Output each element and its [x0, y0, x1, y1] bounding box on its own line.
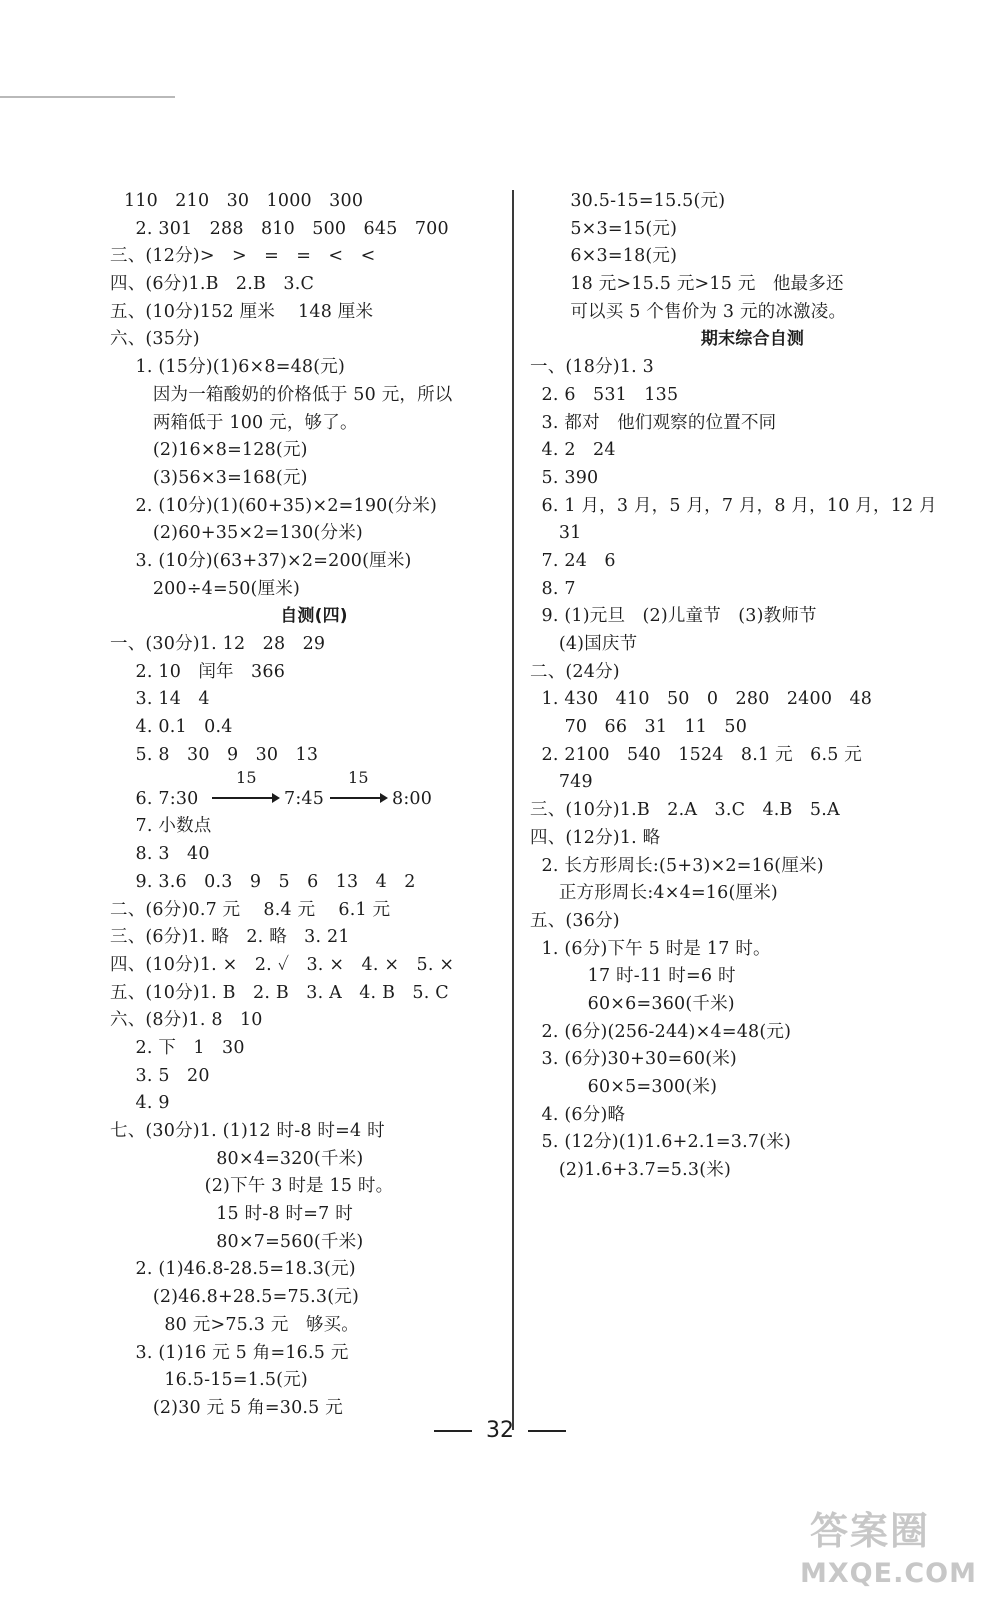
answer-line: 二、(24分) [530, 661, 620, 682]
answer-line: 80×7=560(千米) [124, 1231, 364, 1252]
answer-line: (2)1.6+3.7=5.3(米) [530, 1160, 731, 1181]
answer-line: 3. 5 20 [124, 1065, 210, 1086]
answer-line: 1. (6分)下午 5 时是 17 时。 [530, 938, 771, 959]
answer-line: 18 元>15.5 元>15 元 他最多还 [530, 274, 844, 295]
answer-line: 4. (6分)略 [530, 1104, 626, 1125]
answer-line: 2. (10分)(1)(60+35)×2=190(分米) [124, 495, 437, 516]
answer-line: 4. 2 24 [530, 440, 616, 461]
answer-line: 2. (1)46.8-28.5=18.3(元) [124, 1259, 356, 1280]
answer-line: 两箱低于 100 元，够了。 [124, 412, 358, 433]
answer-line: 80×4=320(千米) [124, 1148, 364, 1169]
answer-line: 一、(18分)1. 3 [530, 357, 655, 378]
answer-line: 8. 7 [530, 578, 576, 599]
answer-line: 9. 3.6 0.3 9 5 6 13 4 2 [124, 871, 416, 892]
section-heading: 期末综合自测 [700, 329, 805, 350]
watermark-top-text: 答案圈 [810, 1509, 931, 1553]
arrow-icon [212, 797, 278, 799]
answer-line: 2. 6 531 135 [530, 384, 679, 405]
column-divider [512, 190, 514, 1430]
answer-line: 749 [530, 772, 593, 793]
answer-line: (2)30 元 5 角=30.5 元 [124, 1397, 343, 1418]
answer-line: 5. 8 30 9 30 13 [124, 744, 319, 765]
left-column [110, 188, 504, 1423]
answer-line: 2. 301 288 810 500 645 700 [124, 218, 449, 239]
answer-line: 五、(36分) [530, 910, 620, 931]
answer-line: 1. (15分)(1)6×8=48(元) [124, 357, 346, 378]
answer-line: 2. (6分)(256-244)×4=48(元) [530, 1021, 792, 1042]
right-column [530, 188, 975, 1185]
answer-line: (2)16×8=128(元) [124, 440, 308, 461]
arrow-icon [330, 797, 386, 799]
top-rule [0, 96, 175, 98]
arrow-label: 15 [348, 768, 369, 788]
answer-line: 6. 1 月，3 月，5 月，7 月，8 月，10 月，12 月 [530, 495, 937, 516]
answer-line: 可以买 5 个售价为 3 元的冰激凌。 [530, 301, 847, 322]
answer-line: 16.5-15=1.5(元) [124, 1370, 308, 1391]
answer-line: 三、(12分)> > = = < < [110, 246, 376, 267]
answer-line: (3)56×3=168(元) [124, 467, 308, 488]
answer-line: 5×3=15(元) [530, 218, 678, 239]
answer-line: (4)国庆节 [530, 634, 638, 654]
answer-line: 3. (1)16 元 5 角=16.5 元 [124, 1342, 349, 1363]
answer-line: 2. 10 闰年 366 [124, 661, 286, 682]
answer-line: 7. 小数点 [124, 816, 212, 837]
watermark-bottom-text: MXQE.COM [800, 1558, 977, 1589]
answer-line: 一、(30分)1. 12 28 29 [110, 634, 326, 654]
answer-line: 正方形周长:4×4=16(厘米) [530, 883, 778, 904]
answer-line: 7. 24 6 [530, 550, 616, 571]
answer-line: 2. 下 1 30 [124, 1037, 245, 1058]
answer-line: 5. (12分)(1)1.6+2.1=3.7(米) [530, 1132, 791, 1153]
answer-line: 4. 0.1 0.4 [124, 717, 233, 738]
answer-line: (2)下午 3 时是 15 时。 [124, 1176, 394, 1197]
page-number-dash-left [434, 1430, 472, 1432]
answer-line: 七、(30分)1. (1)12 时-8 时=4 时 [110, 1121, 385, 1141]
answer-line: (2)60+35×2=130(分米) [124, 523, 363, 544]
answer-line: 四、(6分)1.B 2.B 3.C [110, 274, 315, 295]
answer-line: 5. 390 [530, 467, 599, 488]
answer-line: 3. 14 4 [124, 689, 210, 710]
answer-line: 因为一箱酸奶的价格低于 50 元，所以 [124, 384, 453, 405]
answer-line: 四、(12分)1. 略 [530, 827, 661, 848]
answer-line: 110 210 30 1000 300 [124, 191, 364, 211]
answer-line: 17 时-11 时=6 时 [530, 966, 736, 987]
answer-line: 三、(6分)1. 略 2. 略 3. 21 [110, 927, 350, 948]
answer-line: 五、(10分)152 厘米 148 厘米 [110, 301, 374, 322]
answer-line: 3. 都对 他们观察的位置不同 [530, 412, 777, 433]
answer-line: 二、(6分)0.7 元 8.4 元 6.1 元 [110, 899, 391, 920]
section-heading: 自测(四) [280, 606, 348, 627]
answer-line: 1. 430 410 50 0 280 2400 48 [530, 689, 873, 710]
answer-line [124, 769, 504, 813]
answer-line: 五、(10分)1. B 2. B 3. A 4. B 5. C [110, 982, 449, 1003]
answer-line: 8. 3 40 [124, 844, 210, 865]
answer-line: 6×3=18(元) [530, 246, 678, 267]
page-number-text: 32 [486, 1418, 514, 1443]
answer-line: 2. 长方形周长:(5+3)×2=16(厘米) [530, 855, 824, 876]
answer-line: 60×6=360(千米) [530, 993, 735, 1014]
page-number-dash-right [528, 1430, 566, 1432]
time-middle: 7:45 [284, 789, 325, 810]
answer-line: 六、(8分)1. 8 10 [110, 1010, 263, 1031]
answer-line: 9. (1)元旦 (2)儿童节 (3)教师节 [530, 606, 817, 627]
watermark-logo [780, 1500, 985, 1595]
answer-line: 70 66 31 11 50 [530, 717, 748, 738]
time-start: 6. 7:30 [124, 789, 199, 810]
answer-line: 60×5=300(米) [530, 1077, 718, 1097]
answer-line: 3. (6分)30+30=60(米) [530, 1049, 737, 1070]
answer-line: 200÷4=50(厘米) [124, 578, 300, 599]
answer-line: 3. (10分)(63+37)×2=200(厘米) [124, 550, 412, 571]
answer-line: 2. 2100 540 1524 8.1 元 6.5 元 [530, 744, 862, 765]
answer-line: 三、(10分)1.B 2.A 3.C 4.B 5.A [530, 800, 840, 821]
answer-line: 4. 9 [124, 1093, 170, 1114]
answer-line: 30.5-15=15.5(元) [530, 191, 726, 211]
arrow-label: 15 [236, 768, 257, 788]
answer-line: (2)46.8+28.5=75.3(元) [124, 1287, 359, 1308]
time-end: 8:00 [392, 789, 433, 810]
answer-line: 四、(10分)1. × 2. ✓ 3. × 4. × 5. × [110, 954, 455, 975]
answer-line: 31 [530, 523, 582, 544]
answer-line: 六、(35分) [110, 329, 200, 350]
answer-line: 15 时-8 时=7 时 [124, 1204, 353, 1225]
page-number [0, 1418, 1000, 1443]
answer-line: 80 元>75.3 元 够买。 [124, 1314, 359, 1335]
